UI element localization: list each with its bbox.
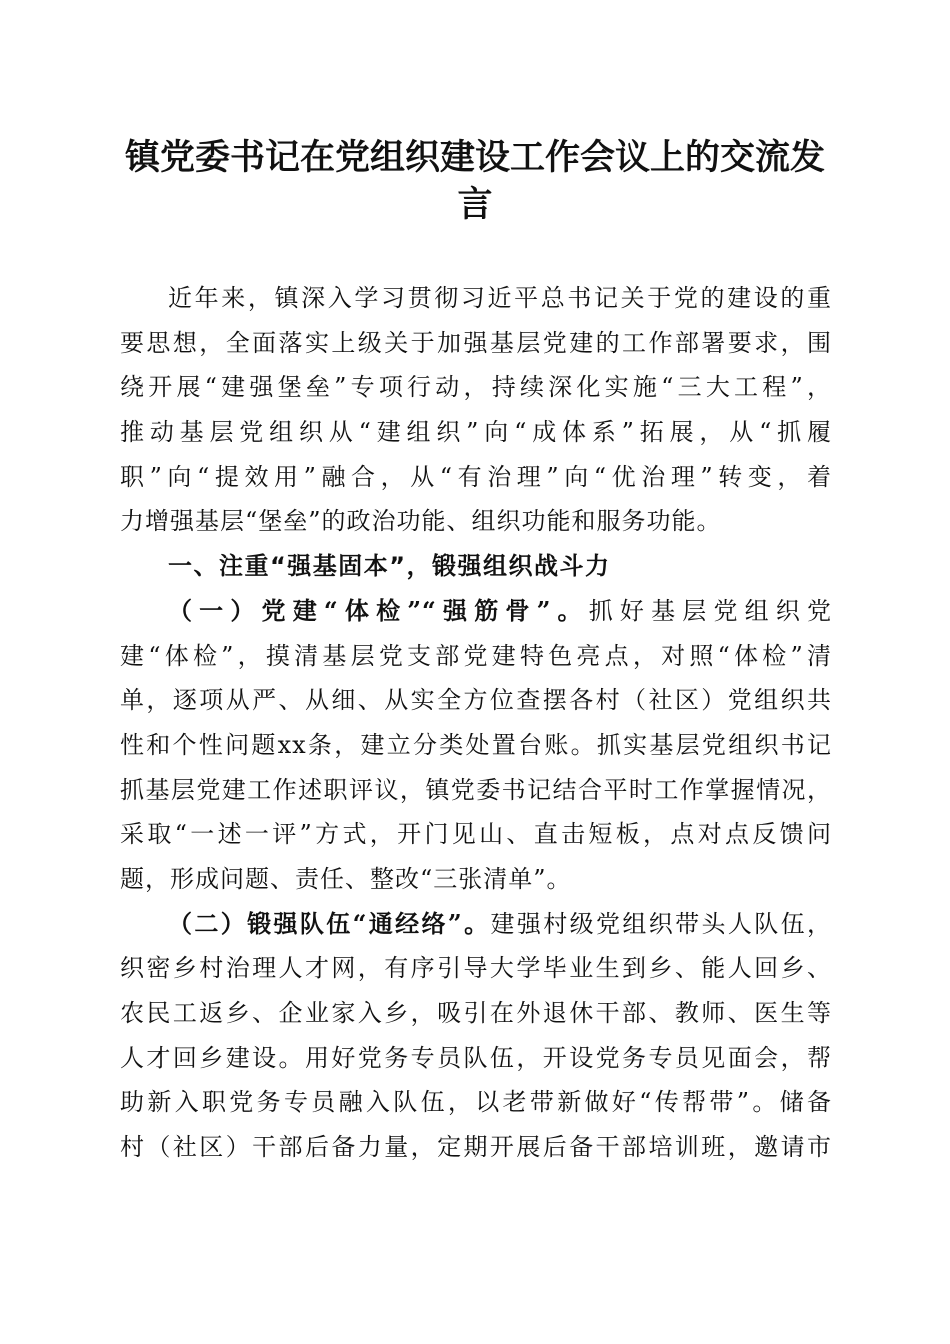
body-line: 农民工返乡、企业家入乡，吸引在外退休干部、教师、医生等 [120,999,832,1027]
body-text: 抓好基层党组织党 [588,596,832,625]
body-line: 村（社区）干部后备力量，定期开展后备干部培训班，邀请市 [120,1133,832,1162]
subsection-1-lead: （一）党建“体检”“强筋骨”。 [168,595,589,625]
section-heading: 一、注重“强基固本”，锻强组织战斗力 [168,552,611,581]
document-body [120,276,832,1170]
body-line [120,589,832,634]
subsection-2-paragraph [120,902,832,1170]
subsection-1-paragraph [120,589,832,902]
body-line: 绕开展“建强堡垒”专项行动，持续深化实施“三大工程”， [120,373,832,402]
document-title [0,134,950,228]
body-line: 性和个性问题xx条，建立分类处置台账。抓实基层党组织书记 [120,730,832,759]
body-line: 单，逐项从严、从细、从实全方位查摆各村（社区）党组织共 [120,686,832,715]
body-line: 织密乡村治理人才网，有序引导大学毕业生到乡、能人回乡、 [120,954,832,983]
body-line: 要思想，全面落实上级关于加强基层党建的工作部署要求，围 [120,328,832,357]
body-line: 采取“一述一评”方式，开门见山、直击短板，点对点反馈问 [120,820,832,849]
body-line: 职”向“提效用”融合，从“有治理”向“优治理”转变，着 [120,462,832,491]
body-line: 推动基层党组织从“建组织”向“成体系”拓展，从“抓履 [120,418,832,447]
title-line-2: 言 [457,184,493,225]
body-line: 题，形成问题、责任、整改“三张清单”。 [120,864,572,893]
body-line: 近年来，镇深入学习贯彻习近平总书记关于党的建设的重 [168,284,832,312]
body-line: 助新入职党务专员融入队伍，以老带新做好“传帮带”。储备 [120,1088,832,1117]
body-line: 力增强基层“堡垒”的政治功能、组织功能和服务功能。 [120,507,722,536]
intro-paragraph [120,276,832,544]
body-line: 建“体检”，摸清基层党支部党建特色亮点，对照“体检”清 [120,641,832,670]
title-line-1: 镇党委书记在党组织建设工作会议上的交流发 [124,137,825,178]
body-line [120,902,832,947]
body-line: 人才回乡建设。用好党务专员队伍，开设党务专员见面会，帮 [120,1043,832,1072]
body-text: 建强村级党组织带头人队伍， [490,909,832,938]
subsection-2-lead: （二）锻强队伍“通经络”。 [168,908,491,938]
body-line: 抓基层党建工作述职评议，镇党委书记结合平时工作掌握情况， [120,775,832,804]
